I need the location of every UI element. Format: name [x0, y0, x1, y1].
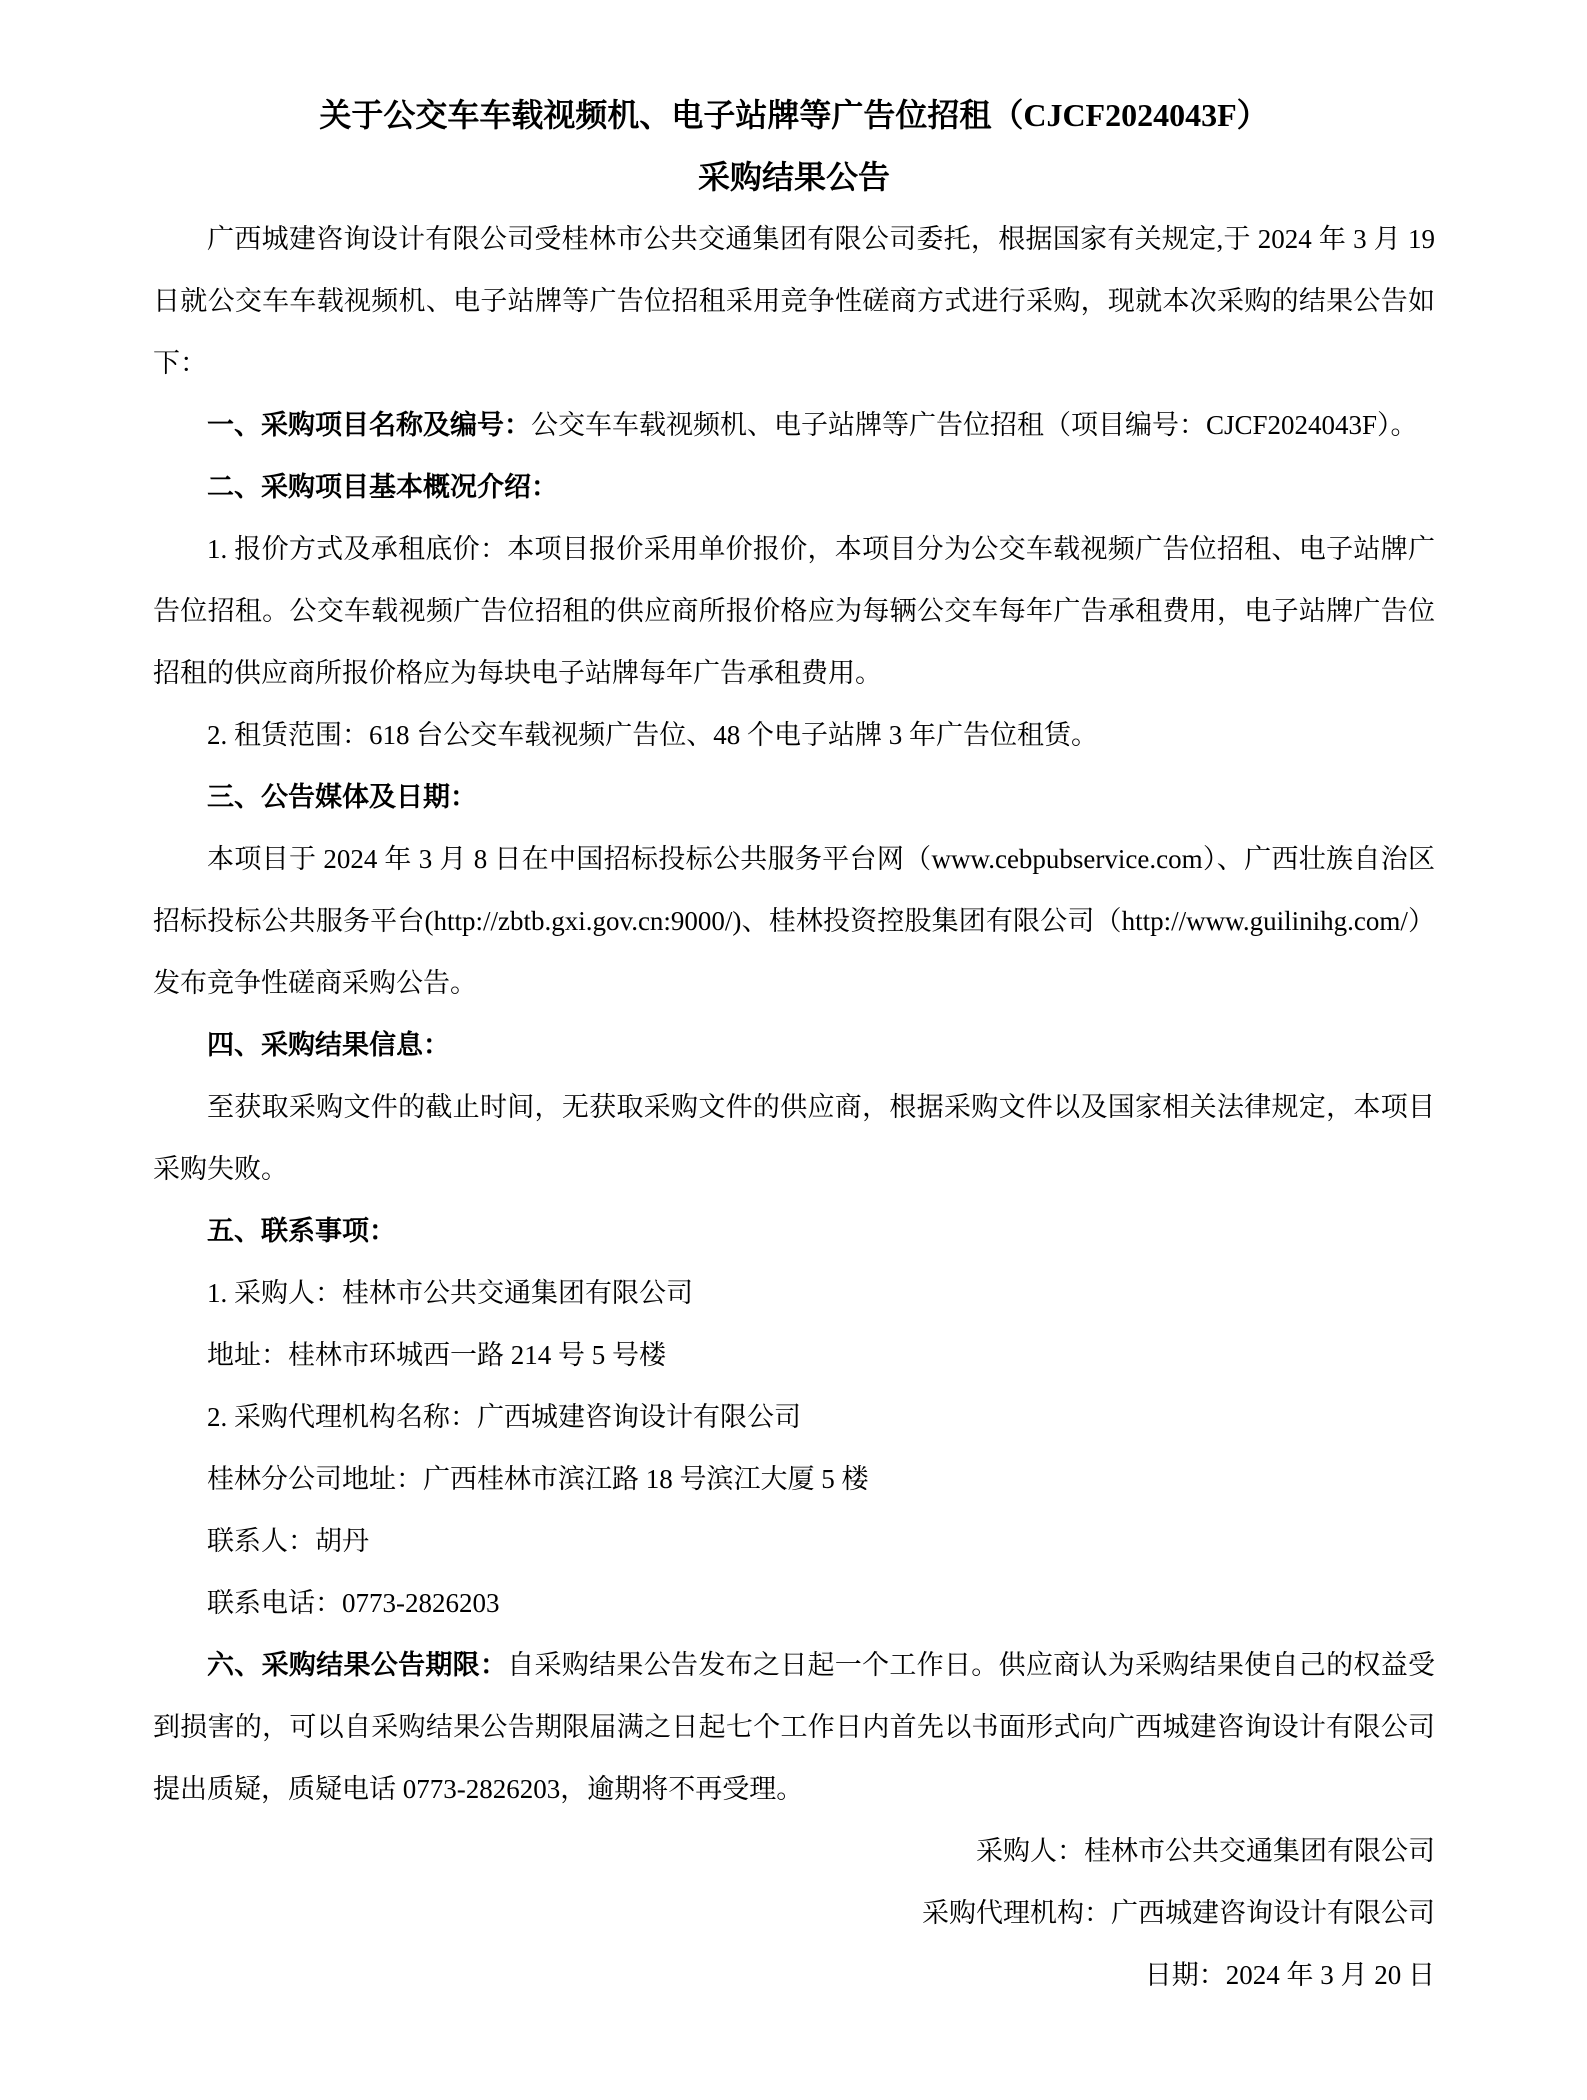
section-5-heading: 五、联系事项： — [207, 1216, 396, 1246]
section-2-heading: 二、采购项目基本概况介绍： — [207, 472, 558, 502]
pricing-paragraph: 1. 报价方式及承租底价：本项目报价采用单价报价，本项目分为公交车载视频广告位招租、电子站牌广告位招租。公交车载视频广告位招租的供应商所报价格应为每辆公交车每年广告承租费用，电子站牌广告位招租的供应商所报价格应为每块电子站牌每年广告承租费用。 — [153, 534, 1435, 688]
section-1-label: 一、采购项目名称及编号： — [207, 410, 531, 440]
announcement-period-paragraph — [153, 1634, 1435, 1820]
intro-paragraph: 广西城建咨询设计有限公司受桂林市公共交通集团有限公司委托，根据国家有关规定,于 2024 年 3 月 19 日就公交车车载视频机、电子站牌等广告位招租采用竞争性磋商方式进行采购，现就本次采购的结果公告如下： — [153, 224, 1435, 378]
contact-line-phone: 联系电话：0773-2826203 — [207, 1588, 500, 1618]
contact-line-buyer-address: 地址：桂林市环城西一路 214 号 5 号楼 — [207, 1340, 666, 1370]
section-1-text: 公交车车载视频机、电子站牌等广告位招租（项目编号：CJCF2024043F）。 — [531, 410, 1418, 440]
signature-date: 日期：2024 年 3 月 20 日 — [1144, 1960, 1435, 1990]
signature-agent: 采购代理机构：广西城建咨询设计有限公司 — [922, 1898, 1435, 1928]
section-6-text: 自采购结果公告发布之日起一个工作日。供应商认为采购结果使自己的权益受到损害的，可以自采购结果公告期限届满之日起七个工作日内首先以书面形式向广西城建咨询设计有限公司提出质疑，质疑电话 0773-2826203，逾期将不再受理。 — [153, 1650, 1435, 1804]
contact-line-agency-address: 桂林分公司地址：广西桂林市滨江路 18 号滨江大厦 5 楼 — [207, 1464, 869, 1494]
announcement-media-paragraph: 本项目于 2024 年 3 月 8 日在中国招标投标公共服务平台网（www.cebpubservice.com）、广西壮族自治区招标投标公共服务平台(http://zbtb.gxi.gov.cn:9000/)、桂林投资控股集团有限公司（http://www.guilinihg.com/）发布竞争性磋商采购公告。 — [153, 844, 1435, 998]
contact-line-agency-name: 2. 采购代理机构名称：广西城建咨询设计有限公司 — [207, 1402, 801, 1432]
lease-scope-paragraph: 2. 租赁范围：618 台公交车载视频广告位、48 个电子站牌 3 年广告位租赁。 — [207, 720, 1098, 750]
document-title: 关于公交车车载视频机、电子站牌等广告位招租（CJCF2024043F） — [319, 97, 1269, 133]
section-1-paragraph — [153, 394, 1435, 456]
procurement-result-paragraph: 至获取采购文件的截止时间，无获取采购文件的供应商，根据采购文件以及国家相关法律规定，本项目采购失败。 — [153, 1092, 1435, 1184]
document-subtitle: 采购结果公告 — [697, 159, 890, 195]
section-3-heading: 三、公告媒体及日期： — [207, 782, 477, 812]
signature-buyer: 采购人：桂林市公共交通集团有限公司 — [976, 1836, 1435, 1866]
section-4-heading: 四、采购结果信息： — [207, 1030, 450, 1060]
contact-line-person: 联系人：胡丹 — [207, 1526, 369, 1556]
section-6-label: 六、采购结果公告期限： — [207, 1650, 508, 1680]
contact-line-buyer: 1. 采购人：桂林市公共交通集团有限公司 — [207, 1278, 693, 1308]
